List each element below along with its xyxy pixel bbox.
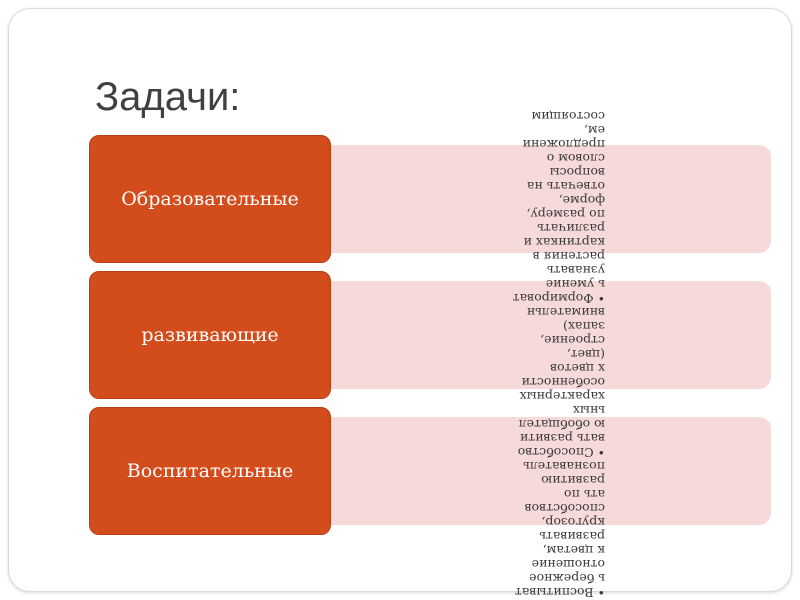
overflow-text-line: познаватель [522,459,605,474]
task-row-educational [89,135,773,263]
overflow-text-line: различать [537,221,605,236]
overflow-text-line: развивать [539,529,605,544]
overflow-text-line: предложени [522,137,605,152]
task-label-text: развивающие [141,324,279,346]
overflow-text-line: ать по [563,487,605,502]
overflow-text-line: запах) [563,319,605,334]
task-label-text: Образовательные [121,188,299,210]
overflow-text-line: ь бережное [529,571,605,586]
overflow-text-line: отвечать на [526,179,605,194]
task-label-text: Воспитательные [126,460,294,482]
overflow-text-line: (цвет, [566,347,605,362]
overflow-text-line: • Формироват [512,291,605,306]
overflow-text-line: вопросы [549,165,605,180]
overflow-text-line: развитию [541,473,605,488]
overflow-text-line: внимательн [526,305,605,320]
overflow-text-column [505,9,605,599]
overflow-text-line: строение, [540,333,605,348]
overflow-text-line: отношение [531,557,605,572]
task-label-upbringing [89,407,331,535]
overflow-text-line: вать развити [519,431,605,446]
overflow-text-line: растения в [532,249,605,264]
overflow-text-line: ь умение [545,277,605,292]
overflow-text-line: особенности [521,375,605,390]
overflow-text-line: ю обобщател [518,417,605,432]
overflow-text-line: х цветов [550,361,605,376]
overflow-text-line: словом о [546,151,605,166]
task-row-upbringing [89,407,773,535]
overflow-text-line: состоящим [531,109,605,124]
overflow-text-line: картинках и [523,235,605,250]
overflow-text-line: способствов [524,501,605,516]
overflow-text-line: • Воспитыват [515,585,605,600]
task-label-developing [89,271,331,399]
overflow-text-line: по размеру, [526,207,605,222]
overflow-text-line: ем, [583,123,605,138]
overflow-text-line: • Способство [517,445,605,460]
task-label-educational [89,135,331,263]
overflow-text-line: к цветам, [542,543,605,558]
overflow-text-list [505,109,605,599]
overflow-text-line: ьных [572,403,605,418]
slide-title: Задачи: [95,75,241,119]
overflow-text-line: форме, [558,193,605,208]
overflow-text-line: узнавать [546,263,605,278]
slide-frame [8,8,792,600]
overflow-text-line: кругозор, [541,515,605,530]
task-row-developing [89,271,773,399]
task-rows [89,135,773,543]
overflow-text-line: характерных [519,389,605,404]
